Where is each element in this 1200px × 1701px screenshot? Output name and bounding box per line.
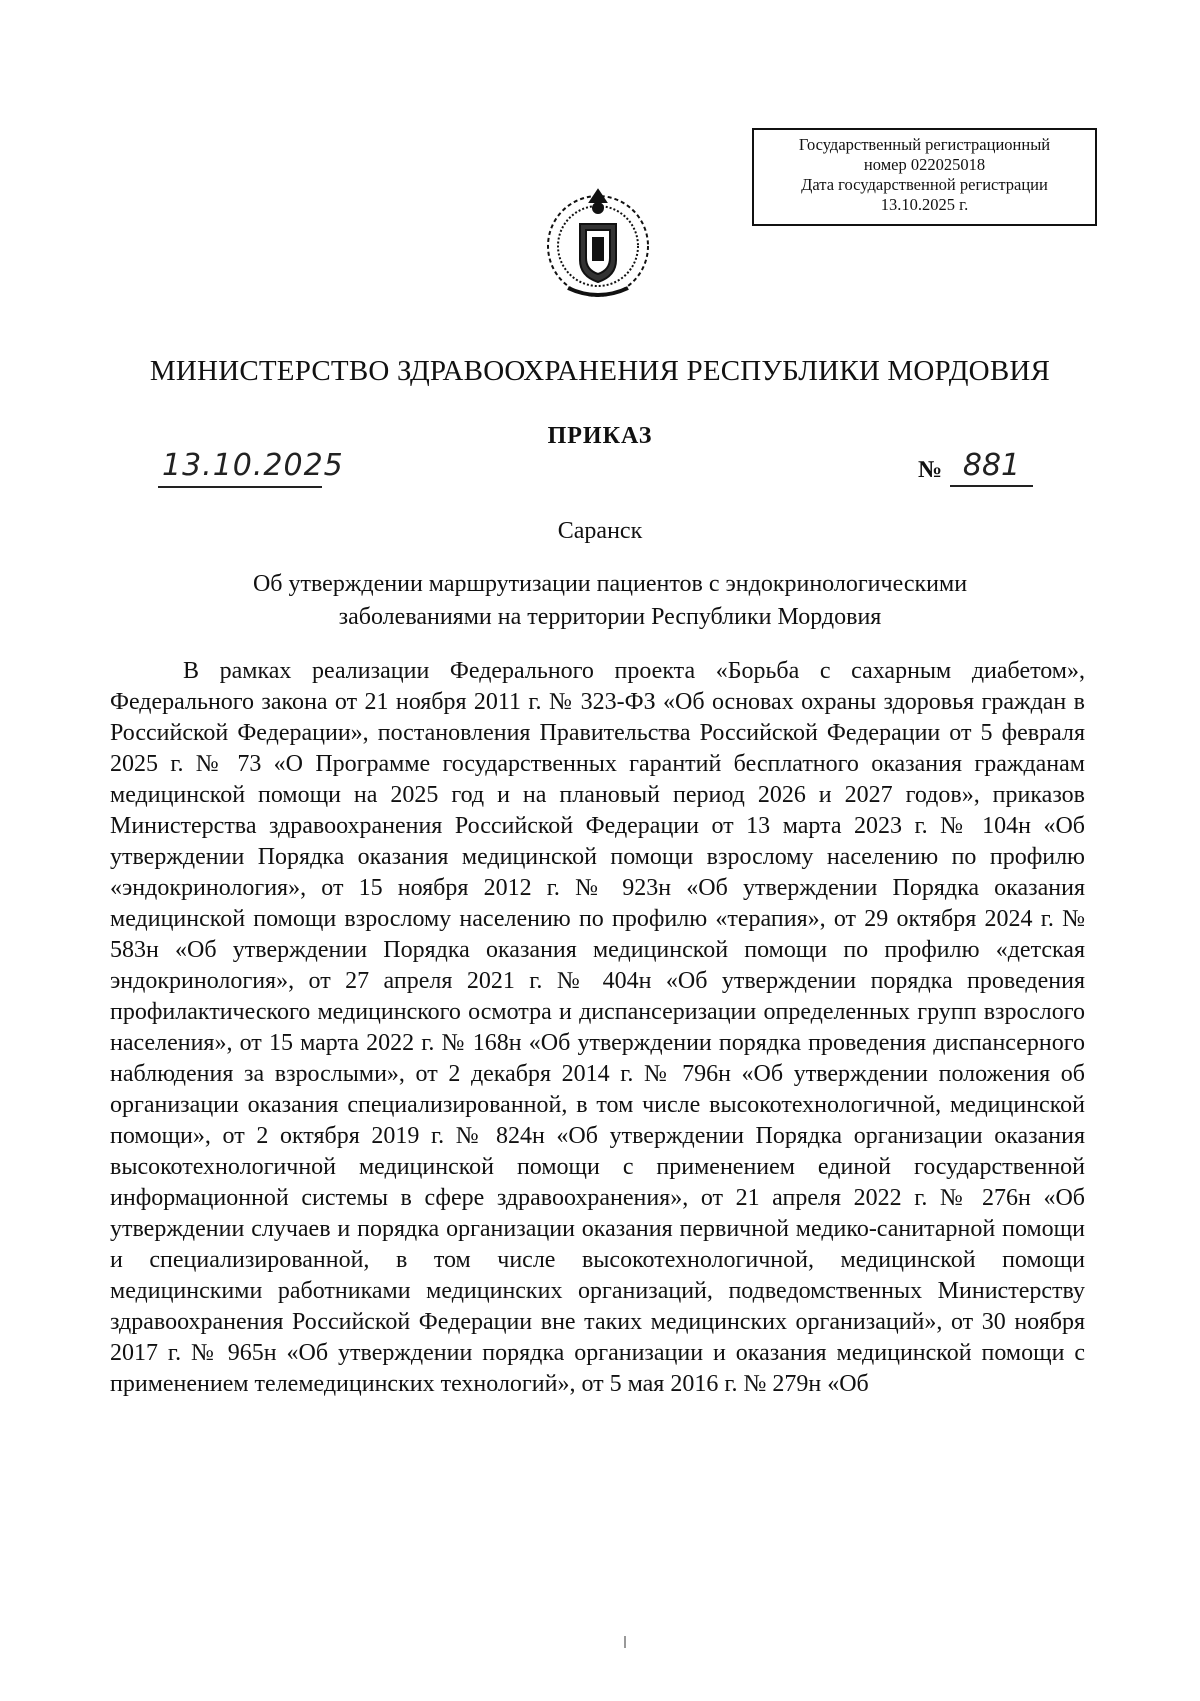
- registration-number: номер 022025018: [863, 155, 986, 174]
- page-mark: [624, 1636, 626, 1648]
- order-subject: [180, 568, 1040, 634]
- order-date: 13.10.2025: [158, 446, 322, 488]
- registration-line-1: Государственный регистрационный: [798, 135, 1051, 154]
- subject-line-1: Об утверждении маршрутизации пациентов с эндокринологическими: [252, 571, 968, 597]
- registration-date: 13.10.2025 г.: [880, 195, 969, 214]
- registration-stamp: [752, 128, 1097, 226]
- subject-line-2: заболеваниями на территории Республики Мордовия: [338, 604, 882, 630]
- order-number-label: №: [918, 457, 943, 483]
- body-paragraph: В рамках реализации Федерального проекта «Борьба с сахарным диабетом», Федерального закона от 21 ноября 2011 г. № 323-ФЗ «Об основах охраны здоровья граждан в Российской Федерации», постановления Правительства Российской Федерации от 5 февраля 2025 г. № 73 «О Программе государственных гарантий бесплатного оказания гражданам медицинской помощи на 2025 год и на плановый период 2026 и 2027 годов», приказов Министерства здравоохранения Российской Федерации от 13 марта 2023 г. № 104н «Об утверждении Порядка оказания медицинской помощи взрослому населению по профилю «эндокринология», от 15 ноября 2012 г. № 923н «Об утверждении Порядка оказания медицинской помощи взрослому населению по профилю «терапия», от 29 октября 2024 г. № 583н «Об утверждении Порядка оказания медицинской помощи по профилю «детская эндокринология», от 27 апреля 2021 г. № 404н «Об утверждении порядка проведения профилактического медицинского осмотра и диспансеризации определенных групп взрослого населения», от 15 марта 2022 г. № 168н «Об утверждении порядка проведения диспансерного наблюдения за взрослыми», от 2 декабря 2014 г. № 796н «Об утверждении положения об организации оказания специализированной, в том числе высокотехнологичной, медицинской помощи», от 2 октября 2019 г. № 824н «Об утверждении Порядка организации оказания высокотехнологичной медицинской помощи с применением единой государственной информационной системы в сфере здравоохранения», от 21 апреля 2022 г. № 276н «Об утверждении случаев и порядка организации оказания первичной медико-санитарной помощи и специализированной, в том числе высокотехнологичной, медицинской помощи медицинскими работниками медицинских организаций, подведомственных Министерству здравоохранения Российской Федерации вне таких медицинских организаций», от 30 ноября 2017 г. № 965н «Об утверждении порядка организации и оказания медицинской помощи с применением телемедицинских технологий», от 5 мая 2016 г. № 279н «Об: [110, 658, 1085, 1397]
- coat-of-arms-icon: [538, 178, 658, 308]
- order-number: 881: [950, 447, 1033, 487]
- registration-date-label: Дата государственной регистрации: [801, 175, 1048, 194]
- ministry-name: МИНИСТЕРСТВО ЗДРАВООХРАНЕНИЯ РЕСПУБЛИКИ МОРДОВИЯ: [149, 355, 1051, 387]
- city: Саранск: [557, 518, 643, 544]
- document-type: ПРИКАЗ: [547, 423, 653, 449]
